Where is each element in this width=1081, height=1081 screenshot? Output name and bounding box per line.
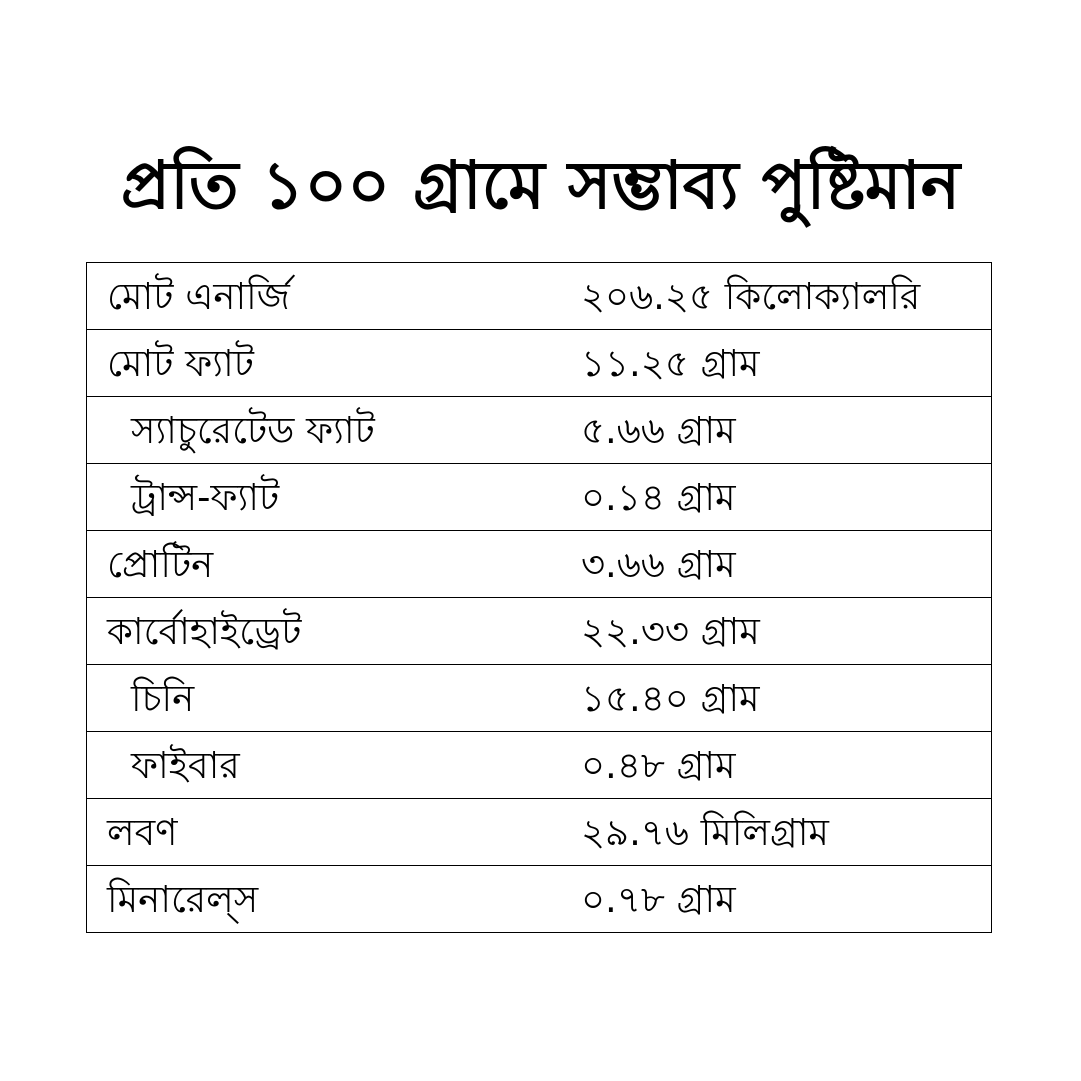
nutrient-value: ১১.২৫ গ্রাম xyxy=(581,330,992,397)
nutrient-value: ০.৪৮ গ্রাম xyxy=(581,732,992,799)
table-row xyxy=(87,531,992,598)
table-row xyxy=(87,263,992,330)
table-row xyxy=(87,464,992,531)
table-row xyxy=(87,866,992,933)
nutrient-value: ২০৬.২৫ কিলোক্যালরি xyxy=(581,263,992,330)
table-row xyxy=(87,598,992,665)
nutrient-value: ৫.৬৬ গ্রাম xyxy=(581,397,992,464)
table-row xyxy=(87,330,992,397)
table-row xyxy=(87,397,992,464)
nutrient-value: ২২.৩৩ গ্রাম xyxy=(581,598,992,665)
nutrient-name: মিনারেল্স xyxy=(87,866,582,933)
nutrient-name: মোট ফ্যাট xyxy=(87,330,582,397)
nutrient-value: ৩.৬৬ গ্রাম xyxy=(581,531,992,598)
page-title: প্রতি ১০০ গ্রামে সম্ভাব্য পুষ্টিমান xyxy=(120,147,961,224)
nutrient-value: ০.১৪ গ্রাম xyxy=(581,464,992,531)
nutrient-name: মোট এনার্জি xyxy=(87,263,582,330)
nutrient-name: ফাইবার xyxy=(87,732,582,799)
nutrient-name: চিনি xyxy=(87,665,582,732)
nutrient-name: কার্বোহাইড্রেট xyxy=(87,598,582,665)
nutrient-name: ট্রান্স-ফ্যাট xyxy=(87,464,582,531)
nutrient-name: প্রোটিন xyxy=(87,531,582,598)
nutrient-value: ২৯.৭৬ মিলিগ্রাম xyxy=(581,799,992,866)
nutrient-value: ১৫.৪০ গ্রাম xyxy=(581,665,992,732)
nutrient-name: স্যাচুরেটেড ফ্যাট xyxy=(87,397,582,464)
table-row xyxy=(87,665,992,732)
nutrient-value: ০.৭৮ গ্রাম xyxy=(581,866,992,933)
nutrient-name: লবণ xyxy=(87,799,582,866)
nutrition-table xyxy=(86,262,992,933)
table-row xyxy=(87,799,992,866)
table-row xyxy=(87,732,992,799)
